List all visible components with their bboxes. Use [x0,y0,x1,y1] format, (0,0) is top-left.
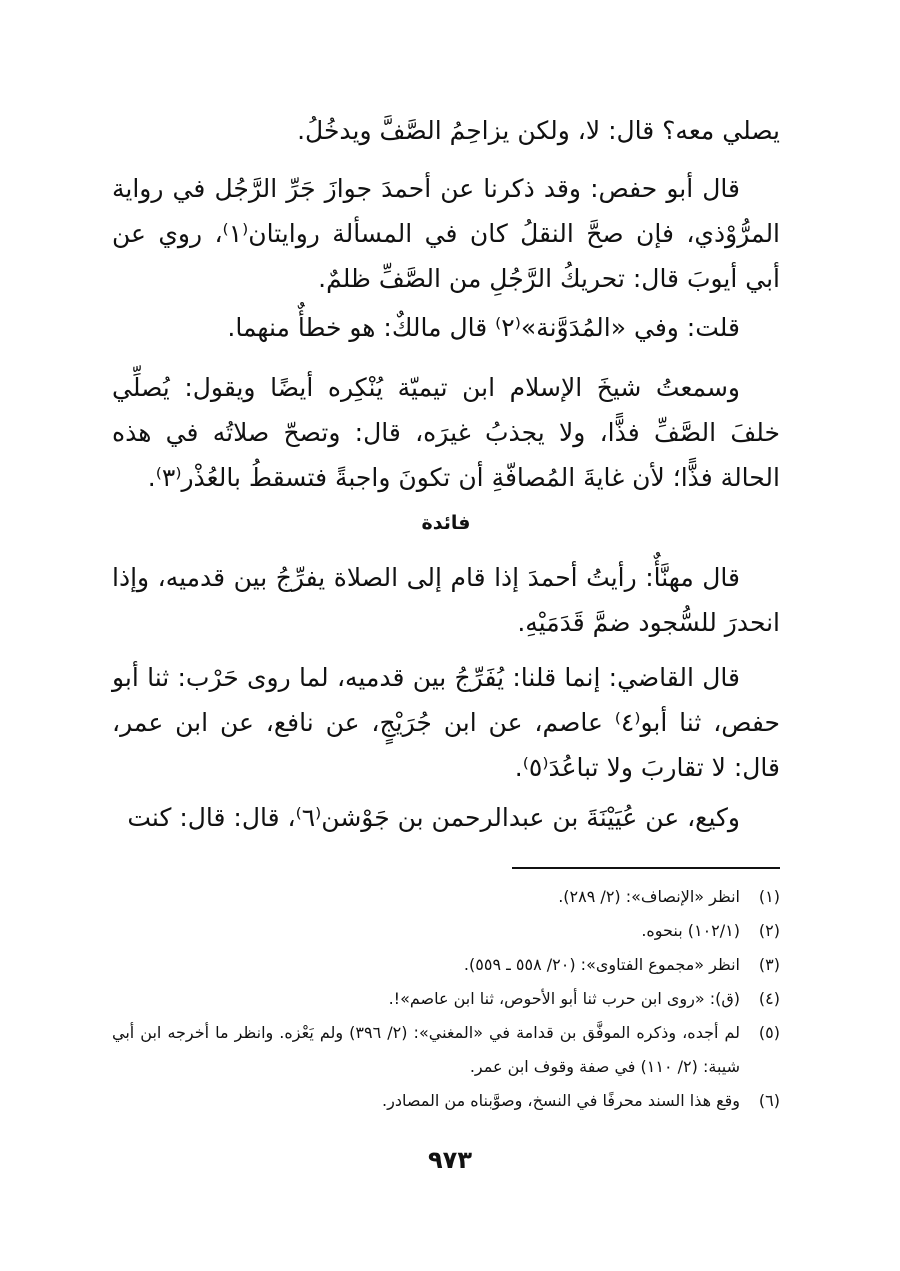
footnote-1 [112,880,780,914]
footnote-5 [112,1016,780,1084]
footnote-text: (١٠٢/١) بنحوه. [641,921,740,940]
footnote-2 [112,914,780,948]
footnote-text: (ق): «روى ابن حرب ثنا أبو الأحوص، ثنا ابن عاصم»!. [388,989,740,1008]
paragraph-3: قلت: وفي «المُدَوَّنة»⁽٢⁾ قال مالكٌ: هو خطأٌ منهما. [227,313,740,342]
footnote-3 [112,948,780,982]
footnote-4 [112,982,780,1016]
paragraph-4: وسمعتُ شيخَ الإسلام ابن تيميّة يُنْكِره أيضًا ويقول: يُصلِّي خلفَ الصَّفِّ فذًّا، ولا يجذبُ غيرَه، قال: وتصحّ صلاتُه في هذه الحالة فذًّا؛ لأن غايةَ المُصافّةِ أن تكونَ واجبةً فتسقطُ بالعُذْر⁽٣⁾. [112,373,780,492]
paragraph-1: يصلي معه؟ قال: لا، ولكن يزاحِمُ الصَّفَّ ويدخُلُ. [297,116,780,145]
page-number: ٩٧٣ [428,1146,472,1174]
footnote-number: (١) [758,887,780,906]
paragraph-6: قال القاضي: إنما قلنا: يُفَرِّجُ بين قدميه، لما روى حَرْب: ثنا أبو حفص، ثنا أبو⁽٤⁾ عاصم، عن ابن جُرَيْجٍ، عن نافع، عن ابن عمر، قال: لا تقاربَ ولا تباعُدَ⁽٥⁾. [112,663,780,782]
footnote-text: انظر «الإنصاف»: (٢/ ٢٨٩). [558,887,740,906]
footnote-6 [112,1084,780,1118]
footnote-number: (٣) [758,955,780,974]
footnote-text: لم أجده، وذكره الموفَّق بن قدامة في «المغني»: (٢/ ٣٩٦) ولم يَعْزه. وانظر ما أخرجه ابن أبي شيبة: (٢/ ١١٠) في صفة وقوف ابن عمر. [112,1023,741,1076]
footnote-number: (٤) [758,989,780,1008]
footnote-number: (٢) [758,921,780,940]
paragraph-2: قال أبو حفص: وقد ذكرنا عن أحمدَ جوازَ جَرِّ الرَّجُل في رواية المرُّوْذي، فإن صحَّ النقلُ كان في المسألة روايتان⁽١⁾، روي عن أبي أيوبَ قال: تحريكُ الرَّجُلِ من الصَّفِّ ظلمٌ. [112,174,781,293]
paragraph-5: قال مهنَّأٌ: رأيتُ أحمدَ إذا قام إلى الصلاة يفرِّجُ بين قدميه، وإذا انحدرَ للسُّجود ضمَّ قَدَمَيْهِ. [112,563,780,637]
footnote-number: (٥) [758,1023,780,1042]
footnote-text: وقع هذا السند محرفًا في النسخ، وصوَّبناه من المصادر. [382,1091,740,1110]
footnote-separator [512,867,780,869]
section-heading: فائدة [421,512,471,534]
footnote-number: (٦) [758,1091,780,1110]
footnote-text: انظر «مجموع الفتاوى»: (٢٠/ ٥٥٨ ـ ٥٥٩). [463,955,740,974]
paragraph-7: وكيع، عن عُيَيْنَةَ بن عبدالرحمن بن جَوْشن⁽٦⁾، قال: قال: كنت [127,803,740,832]
